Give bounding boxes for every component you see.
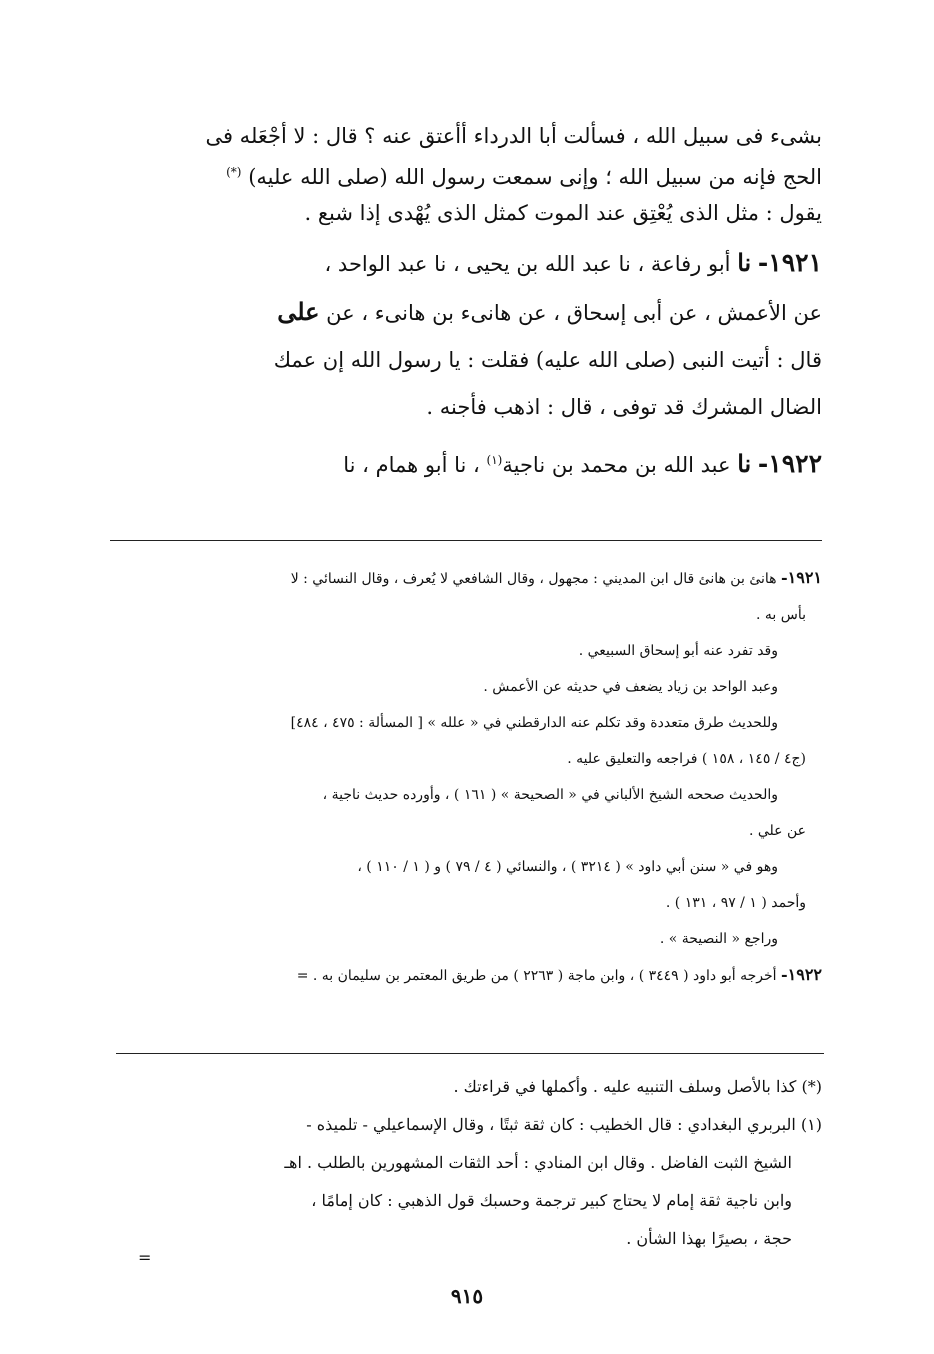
note-1921-line-3: وقد تفرد عنه أبو إسحاق السبيعي . — [578, 643, 778, 659]
footnote-ref-1: (١) — [486, 453, 503, 467]
notes-divider — [110, 540, 822, 541]
note-1922-line: ١٩٢٢- أخرجه أبو داود ( ٣٤٤٩ ) ، وابن ماجة ( ٢٢٦٣ ) من طريق المعتمر بن سليمان به . = — [296, 965, 822, 984]
note-1921-line-8: عن علي . — [748, 823, 806, 839]
note-1921-line-1: ١٩٢١- هانئ بن هانئ قال ابن المديني : مجهول ، وقال الشافعي لا يُعرف ، وقال النسائي : لا — [290, 568, 822, 587]
footnote-1-line-2: الشيخ الثبت الفاضل . وقال ابن المنادي : أحد الثقات المشهورين بالطلب . اهـ — [284, 1153, 792, 1172]
hadith-number-1922: ١٩٢٢- — [757, 449, 822, 478]
note-1921-line-7: والحديث صححه الشيخ الألباني في « الصحيحة » ( ١٦١ ) ، وأورده حديث ناجية ، — [322, 787, 778, 803]
hadith-1921-line-1: ١٩٢١- نا أبو رفاعة ، نا عبد الله بن يحيى ، نا عبد الواحد ، — [324, 248, 822, 277]
note-1921-line-2: بأس به . — [755, 607, 806, 623]
footnotes-divider — [116, 1053, 824, 1054]
main-line-1: بشىء فى سبيل الله ، فسألت أبا الدرداء أأعتق عنه ؟ قال : لا أجْعَله فى — [205, 124, 822, 148]
note-1921-line-6: (ج٤ / ١٤٥ ، ١٥٨ ) فراجعه والتعليق عليه . — [567, 751, 806, 767]
hadith-1921-line-4: الضال المشرك قد توفى ، قال : اذهب فأجنه . — [426, 395, 822, 419]
footnote-star-label: (*) — [801, 1077, 822, 1096]
note-1921-line-4: وعبد الواحد بن زياد يضعف في حديثه عن الأعمش . — [483, 679, 778, 695]
footnote-star: (*) كذا بالأصل وسلف التنبيه عليه . وأكملها في قراءتك . — [453, 1077, 822, 1096]
note-label-1922: ١٩٢٢- — [780, 965, 822, 984]
main-line-3: يقول : مثل الذى يُعْتِق عند الموت كمثل الذى يُهْدى إذا شبع . — [304, 201, 822, 225]
footnote-1-line-1: (١) البربري البغدادي : قال الخطيب : كان ثقة ثبتًا ، وقال الإسماعيلي - تلميذه - — [306, 1115, 822, 1134]
hadith-1922-line-1: ١٩٢٢- نا عبد الله بن محمد بن ناجية$^{(١)}$ ، نا أبو همام ، نا — [343, 449, 822, 478]
continuation-mark: = — [138, 1248, 152, 1267]
hadith-1921-line-2: عن الأعمش ، عن أبى إسحاق ، عن هانىء بن هانىء ، عن على — [277, 297, 822, 326]
hadith-1921-line-3: قال : أتيت النبى (صلى الله عليه) فقلت : يا رسول الله إن عمك — [273, 348, 822, 372]
name-ali: على — [277, 297, 320, 326]
note-1921-line-11: وراجع « النصيحة » . — [659, 931, 778, 947]
footnote-1-label: (١) — [800, 1115, 822, 1134]
page-number: ٩١٥ — [450, 1284, 484, 1308]
note-1921-line-5: وللحديث طرق متعددة وقد تكلم عنه الدارقطني في « علله » [ المسألة : ٤٧٥ ، ٤٨٤] — [290, 715, 778, 731]
hadith-notes — [110, 560, 822, 994]
note-label-1921: ١٩٢١- — [780, 568, 822, 587]
footnote-1-line-3: وابن ناجية ثقة إمام لا يحتاج كبير ترجمة وحسبك قول الذهبي : كان إمامًا ، — [311, 1191, 792, 1210]
footnote-ref-star: (*) — [226, 165, 242, 179]
main-text — [110, 118, 822, 489]
note-1921-line-9: وهو في « سنن أبي داود » ( ٣٢١٤ ) ، والنسائي ( ٤ / ٧٩ ) و ( ١ / ١١٠ ) ، — [357, 859, 778, 875]
main-line-2: الحج فإنه من سبيل الله ؛ وإنى سمعت رسول الله (صلى الله عليه) (*) — [226, 165, 822, 189]
note-1921-line-10: وأحمد ( ١ / ٩٧ ، ١٣١ ) . — [665, 895, 806, 911]
footnote-1-line-4: حجة ، بصيرًا بهذا الشأن . — [626, 1229, 792, 1248]
hadith-number-1921: ١٩٢١- — [757, 248, 822, 277]
footnotes — [110, 1068, 822, 1258]
